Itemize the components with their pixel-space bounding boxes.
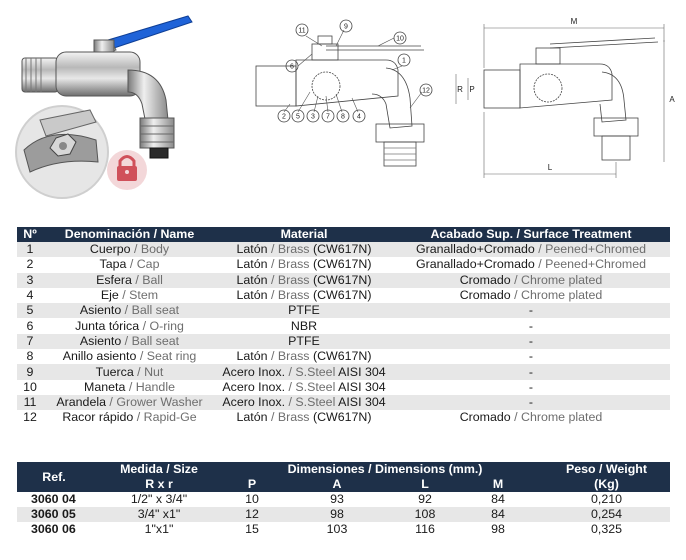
material-en: Brass: [277, 257, 310, 272]
dims-cell-l: 92: [397, 492, 453, 507]
dims-cell-m: 84: [453, 492, 543, 507]
parts-row: [17, 273, 670, 288]
svg-text:3: 3: [311, 113, 315, 121]
material-en: Brass: [277, 242, 310, 257]
material-code: (CW617N): [312, 242, 372, 257]
part-finish: [392, 380, 670, 395]
dims-cell-a: 98: [277, 507, 397, 522]
part-num-text: 6: [26, 318, 34, 333]
part-num-text: 10: [23, 379, 37, 394]
part-num: [17, 303, 43, 318]
part-num: [17, 395, 43, 410]
material-es: Latón: [236, 242, 268, 257]
part-name-es: Racor rápido: [62, 410, 134, 425]
part-num: [17, 318, 43, 333]
part-num-text: 2: [26, 257, 34, 272]
material-en: Brass: [277, 288, 310, 303]
svg-text:2: 2: [282, 113, 286, 121]
finish-en: Peened+Chromed: [545, 257, 647, 272]
material-es: Latón: [236, 257, 268, 272]
part-name: [43, 318, 216, 333]
material-es: Latón: [236, 349, 268, 364]
part-name-en: Handle: [135, 379, 175, 394]
separator: /: [118, 288, 130, 303]
separator: /: [285, 364, 296, 379]
part-name-es: Anillo asiento: [62, 349, 137, 364]
finish-es: -: [528, 379, 534, 394]
col-num: Nº: [17, 227, 43, 242]
separator: /: [136, 349, 147, 364]
parts-table: [17, 227, 670, 426]
dims-cell-l: 108: [397, 507, 453, 522]
material-code: (CW617N): [312, 257, 372, 272]
dims-cell-p: 15: [227, 522, 277, 537]
parts-header-row: [17, 227, 670, 242]
svg-text:8: 8: [341, 113, 345, 121]
part-name: [43, 395, 216, 410]
part-name: [43, 334, 216, 349]
col-l: L: [397, 477, 453, 492]
parts-row: [17, 410, 670, 425]
part-name-en: Stem: [129, 288, 159, 303]
separator: /: [267, 272, 278, 287]
dim-label-a: A: [669, 95, 675, 104]
separator: /: [510, 288, 521, 303]
separator: /: [267, 242, 278, 257]
part-name: [43, 242, 216, 257]
part-material: [216, 257, 392, 272]
part-num: [17, 364, 43, 379]
section-drawing: [246, 8, 446, 178]
part-finish: [392, 242, 670, 257]
material-es: Acero Inox.: [222, 395, 286, 410]
finish-es: Granallado+Cromado: [415, 257, 535, 272]
separator: /: [121, 333, 132, 348]
part-name-es: Asiento: [79, 333, 122, 348]
material-es: Acero Inox.: [222, 379, 286, 394]
rapid-connector: [140, 118, 174, 148]
part-name: [43, 380, 216, 395]
part-name: [43, 257, 216, 272]
part-num-text: 7: [26, 333, 34, 348]
finish-en: Chrome plated: [521, 410, 603, 425]
part-name-es: Asiento: [79, 303, 122, 318]
detail-inset: [16, 106, 108, 198]
material-code: AISI 304: [338, 379, 386, 394]
part-material: [216, 349, 392, 364]
separator: /: [131, 272, 143, 287]
col-weight-sub: (Kg): [543, 477, 670, 492]
lock-icon: [107, 150, 147, 190]
part-material: [216, 395, 392, 410]
separator: /: [510, 272, 521, 287]
dims-cell-weight: 0,254: [543, 507, 670, 522]
separator: /: [285, 395, 296, 410]
part-num: [17, 242, 43, 257]
dims-cell-p: 12: [227, 507, 277, 522]
part-name-es: Tuerca: [95, 364, 134, 379]
parts-row: [17, 242, 670, 257]
col-m: M: [453, 477, 543, 492]
valve-body: [56, 52, 140, 96]
part-name-en: O-ring: [149, 318, 184, 333]
finish-es: Granallado+Cromado: [415, 242, 535, 257]
svg-text:5: 5: [296, 113, 300, 121]
material-code: (CW617N): [312, 349, 372, 364]
part-finish: [392, 318, 670, 333]
svg-text:7: 7: [326, 113, 330, 121]
dims-cell-ref: 3060 06: [17, 522, 91, 537]
part-name-es: Junta tórica: [75, 318, 140, 333]
part-num-text: 4: [26, 288, 34, 303]
separator: /: [267, 349, 278, 364]
material-es: PTFE: [288, 303, 320, 318]
dims-cell-m: 98: [453, 522, 543, 537]
separator: /: [130, 242, 141, 257]
svg-text:12: 12: [422, 87, 430, 95]
part-finish: [392, 349, 670, 364]
dim-label-r: R: [457, 85, 463, 94]
finish-es: -: [528, 395, 534, 410]
svg-text:4: 4: [357, 113, 361, 121]
part-num-text: 11: [23, 395, 37, 410]
dim-label-p: P: [469, 85, 475, 94]
part-num: [17, 380, 43, 395]
part-name: [43, 364, 216, 379]
part-num: [17, 288, 43, 303]
separator: /: [105, 395, 117, 410]
part-num: [17, 273, 43, 288]
svg-text:6: 6: [290, 63, 294, 71]
part-num-text: 1: [26, 242, 34, 257]
col-finish: Acabado Sup. / Surface Treatment: [392, 227, 670, 242]
dims-cell-weight: 0,325: [543, 522, 670, 537]
part-material: [216, 242, 392, 257]
dims-row: [17, 522, 670, 537]
finish-es: -: [528, 349, 534, 364]
part-material: [216, 288, 392, 303]
svg-text:10: 10: [396, 35, 404, 43]
part-num-text: 8: [26, 349, 34, 364]
part-material: [216, 273, 392, 288]
separator: /: [267, 410, 278, 425]
part-num-text: 9: [26, 364, 34, 379]
dims-cell-size: 3/4" x1": [91, 507, 227, 522]
part-material: [216, 364, 392, 379]
part-name-en: Body: [140, 242, 170, 257]
parts-row: [17, 303, 670, 318]
col-p: P: [227, 477, 277, 492]
dims-row: [17, 507, 670, 522]
material-es: Latón: [236, 410, 268, 425]
separator: /: [534, 257, 546, 272]
separator: /: [285, 379, 296, 394]
separator: /: [133, 364, 145, 379]
part-name-es: Tapa: [99, 257, 127, 272]
dims-cell-p: 10: [227, 492, 277, 507]
svg-text:1: 1: [402, 57, 406, 65]
material-en: Brass: [277, 349, 310, 364]
part-name-en: Rapid-Ge: [143, 410, 197, 425]
material-en: S.Steel: [295, 364, 336, 379]
part-finish: [392, 410, 670, 425]
part-name-en: Grower Washer: [116, 395, 203, 410]
part-material: [216, 334, 392, 349]
part-name-en: Seat ring: [146, 349, 197, 364]
material-code: AISI 304: [338, 364, 386, 379]
dims-header-row-2: [17, 477, 670, 492]
product-photo: [0, 0, 250, 200]
material-es: Acero Inox.: [222, 364, 286, 379]
col-size: Medida / Size: [91, 462, 227, 477]
part-name: [43, 303, 216, 318]
part-finish: [392, 395, 670, 410]
part-num: [17, 349, 43, 364]
part-num: [17, 410, 43, 425]
part-name: [43, 288, 216, 303]
part-name-en: Cap: [136, 257, 160, 272]
part-name-es: Maneta: [84, 379, 126, 394]
thread-end: [22, 58, 58, 92]
part-num-text: 5: [26, 303, 34, 318]
finish-es: Cromado: [459, 272, 511, 287]
part-name-es: Esfera: [96, 272, 132, 287]
dim-label-m: M: [570, 17, 578, 26]
material-en: Brass: [277, 272, 310, 287]
material-es: NBR: [290, 318, 318, 333]
material-es: Latón: [236, 288, 268, 303]
material-code: (CW617N): [312, 410, 372, 425]
parts-row: [17, 288, 670, 303]
material-es: Latón: [236, 272, 268, 287]
col-name: Denominación / Name: [43, 227, 216, 242]
separator: /: [534, 242, 546, 257]
finish-es: -: [528, 318, 534, 333]
dim-label-l: L: [547, 163, 553, 172]
separator: /: [510, 410, 521, 425]
part-name-es: Cuerpo: [89, 242, 131, 257]
part-finish: [392, 303, 670, 318]
part-material: [216, 380, 392, 395]
dims-cell-ref: 3060 05: [17, 507, 91, 522]
material-es: PTFE: [288, 333, 320, 348]
col-a: A: [277, 477, 397, 492]
dims-cell-ref: 3060 04: [17, 492, 91, 507]
separator: /: [267, 288, 278, 303]
parts-row: [17, 349, 670, 364]
material-en: S.Steel: [295, 395, 336, 410]
dims-cell-weight: 0,210: [543, 492, 670, 507]
part-material: [216, 410, 392, 425]
part-name: [43, 273, 216, 288]
part-num-text: 3: [26, 272, 34, 287]
part-finish: [392, 273, 670, 288]
dims-cell-a: 93: [277, 492, 397, 507]
part-finish: [392, 257, 670, 272]
dims-cell-size: 1"x1": [91, 522, 227, 537]
parts-row: [17, 395, 670, 410]
col-dimensions: Dimensiones / Dimensions (mm.): [227, 462, 543, 477]
part-material: [216, 318, 392, 333]
material-en: S.Steel: [295, 379, 336, 394]
dims-cell-size: 1/2" x 3/4": [91, 492, 227, 507]
separator: /: [267, 257, 278, 272]
part-name-en: Nut: [144, 364, 164, 379]
part-finish: [392, 364, 670, 379]
dims-cell-l: 116: [397, 522, 453, 537]
finish-es: Cromado: [459, 410, 511, 425]
part-num-text: 12: [23, 410, 37, 425]
part-name: [43, 410, 216, 425]
col-material: Material: [216, 227, 392, 242]
separator: /: [125, 379, 136, 394]
part-finish: [392, 334, 670, 349]
separator: /: [121, 303, 132, 318]
part-finish: [392, 288, 670, 303]
material-code: AISI 304: [338, 395, 386, 410]
dims-cell-a: 103: [277, 522, 397, 537]
svg-text:9: 9: [344, 23, 348, 31]
separator: /: [126, 257, 137, 272]
finish-es: Cromado: [459, 288, 511, 303]
col-weight: Peso / Weight: [543, 462, 670, 477]
part-name-es: Eje: [100, 288, 119, 303]
finish-es: -: [528, 333, 534, 348]
part-name-en: Ball seat: [131, 333, 180, 348]
dimensions-table: [17, 462, 670, 537]
finish-en: Chrome plated: [521, 288, 603, 303]
dims-cell-m: 84: [453, 507, 543, 522]
col-size-sub: R x r: [91, 477, 227, 492]
part-num: [17, 257, 43, 272]
parts-row: [17, 334, 670, 349]
part-name-en: Ball: [142, 272, 163, 287]
finish-es: -: [528, 303, 534, 318]
part-name-es: Arandela: [56, 395, 106, 410]
parts-row: [17, 257, 670, 272]
part-material: [216, 303, 392, 318]
parts-row: [17, 380, 670, 395]
parts-row: [17, 318, 670, 333]
separator: /: [139, 318, 150, 333]
finish-es: -: [528, 364, 534, 379]
col-ref: Ref.: [17, 462, 91, 492]
dimension-drawing: [450, 8, 686, 183]
material-en: Brass: [277, 410, 310, 425]
dims-header-row-1: [17, 462, 670, 477]
part-name-en: Ball seat: [131, 303, 180, 318]
finish-en: Peened+Chromed: [545, 242, 647, 257]
material-code: (CW617N): [312, 288, 372, 303]
material-code: (CW617N): [312, 272, 372, 287]
part-name: [43, 349, 216, 364]
parts-row: [17, 364, 670, 379]
dims-row: [17, 492, 670, 507]
part-num: [17, 334, 43, 349]
finish-en: Chrome plated: [521, 272, 603, 287]
separator: /: [133, 410, 144, 425]
svg-text:11: 11: [298, 27, 306, 35]
